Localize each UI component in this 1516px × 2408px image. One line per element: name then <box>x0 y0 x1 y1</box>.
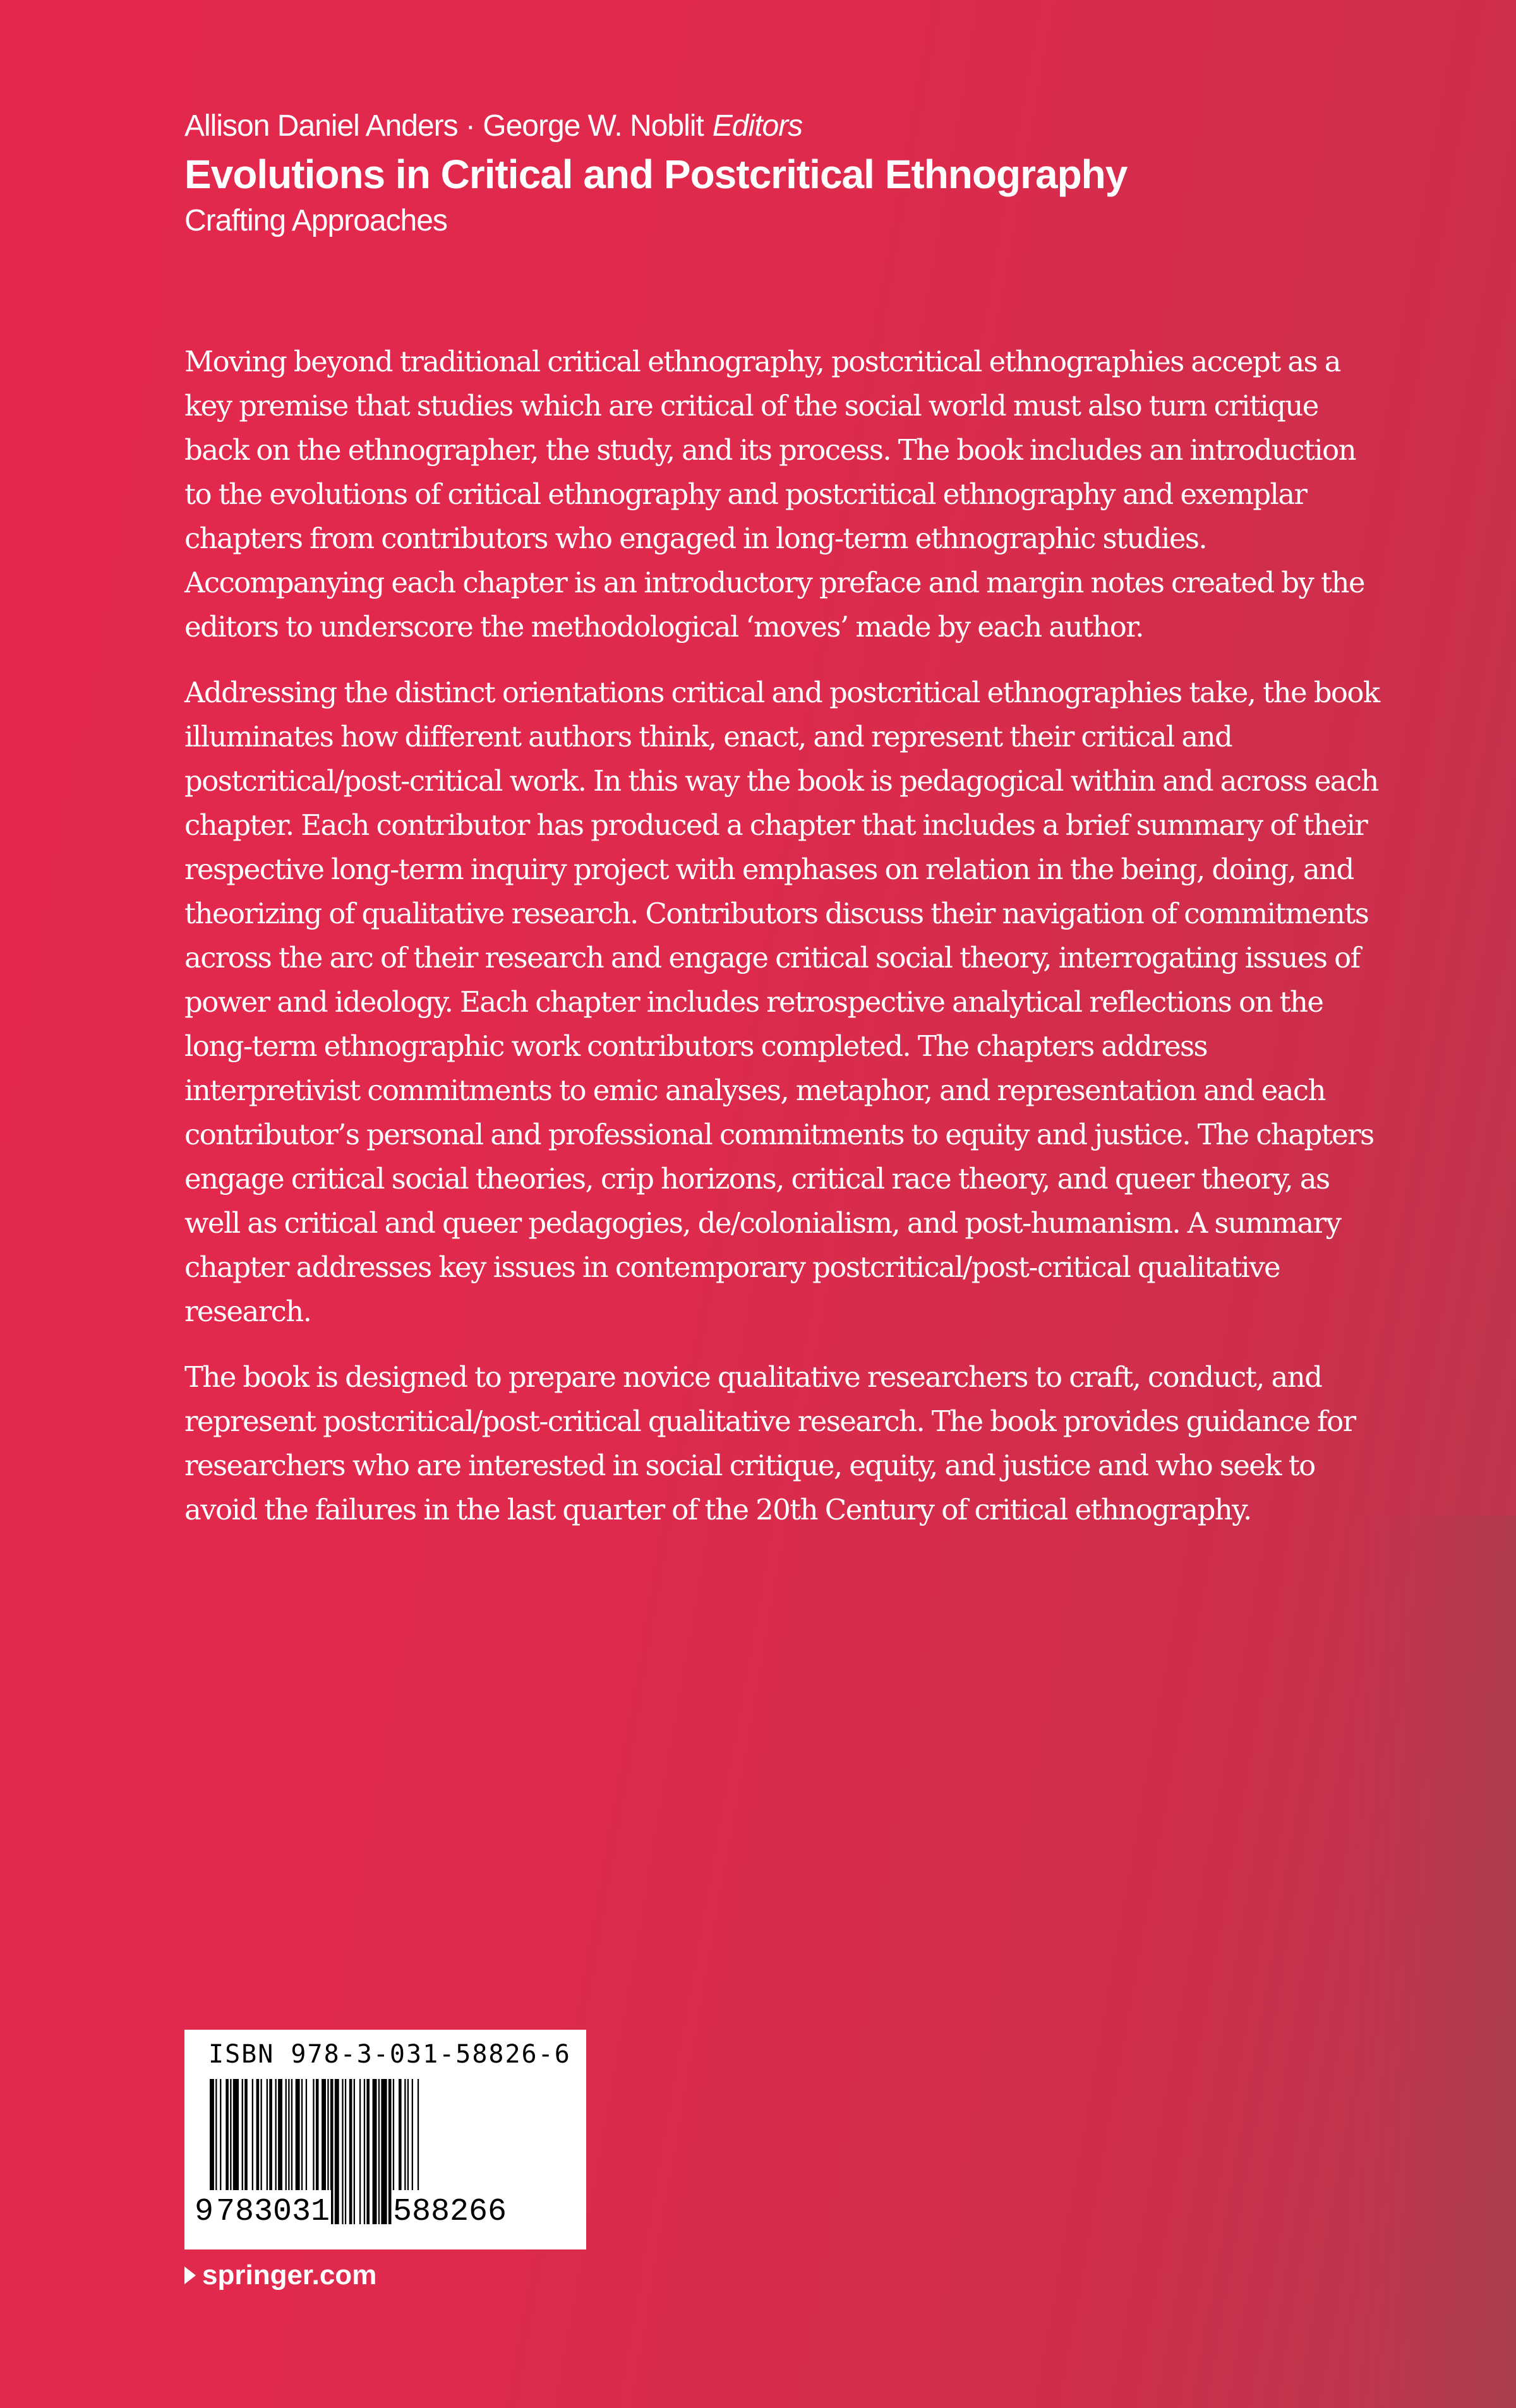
barcode-digits <box>193 2190 572 2234</box>
editors-role: Editors <box>712 109 803 143</box>
editors-line <box>184 106 1385 147</box>
book-subtitle: Crafting Approaches <box>184 204 447 237</box>
book-description <box>184 340 1388 1554</box>
description-paragraph-2: Addressing the distinct orientations critical and postcritical ethnographies take, the book illuminates how different authors think, enact, and represent their critical and postcritical/post-critical work. In this way the book is pedagogical within and across each chapter. Each contributor has produced a chapter that includes a brief summary of their respective long-term inquiry project with emphases on relation in the being, doing, and theorizing of qualitative research. Contributors discuss their navigation of commitments across the arc of their research and engage critical social theory, interrogating issues of power and ideology. Each chapter includes retrospective analytical reflections on the long-term ethnographic work contributors completed. The chapters address interpretivist commitments to emic analyses, metaphor, and representation and each contributor’s personal and professional commitments to equity and justice. The chapters engage critical social theories, crip horizons, critical race theory, and queer theory, as well as critical and queer pedagogies, de/colonialism, and post-humanism. A summary chapter addresses key issues in contemporary postcritical/post-critical qualitative research. <box>184 676 1380 1328</box>
publisher-link[interactable] <box>184 2258 376 2293</box>
editors-names: Allison Daniel Anders · George W. Noblit <box>184 109 704 143</box>
background-shade <box>1352 1516 1516 2408</box>
book-title: Evolutions in Critical and Postcritical Ethnography <box>184 152 1128 197</box>
isbn-label: ISBN 978-3-031-58826-6 <box>208 2040 571 2069</box>
cover-header <box>184 106 1385 241</box>
barcode-digits-right: 588266 <box>392 2190 508 2234</box>
description-paragraph-3: The book is designed to prepare novice qualitative researchers to craft, conduct, and represent postcritical/post-critical qualitative research. The book provides guidance for researchers who are interested in social critique, equity, and justice and who seek to avoid the failures in the last quarter of the 20th Century of critical ethnography. <box>184 1360 1356 1526</box>
barcode-digit-lead: 9 <box>193 2190 215 2234</box>
arrow-right-icon <box>184 2267 196 2284</box>
description-paragraph-1: Moving beyond traditional critical ethnography, postcritical ethnographies accept as a key premise that studies which are critical of the social world must also turn critique back on the ethnographer, the study, and its process. The book includes an introduction to the evolutions of critical ethnography and postcritical ethnography and exemplar chapters from contributors who engaged in long-term ethnographic studies. Accompanying each chapter is an introductory preface and margin notes created by the editors to underscore the methodological ‘moves’ made by each author. <box>184 345 1364 644</box>
barcode-digits-left: 783031 <box>215 2190 331 2234</box>
publisher-url: springer.com <box>202 2260 377 2291</box>
isbn-barcode-box <box>184 2030 586 2249</box>
